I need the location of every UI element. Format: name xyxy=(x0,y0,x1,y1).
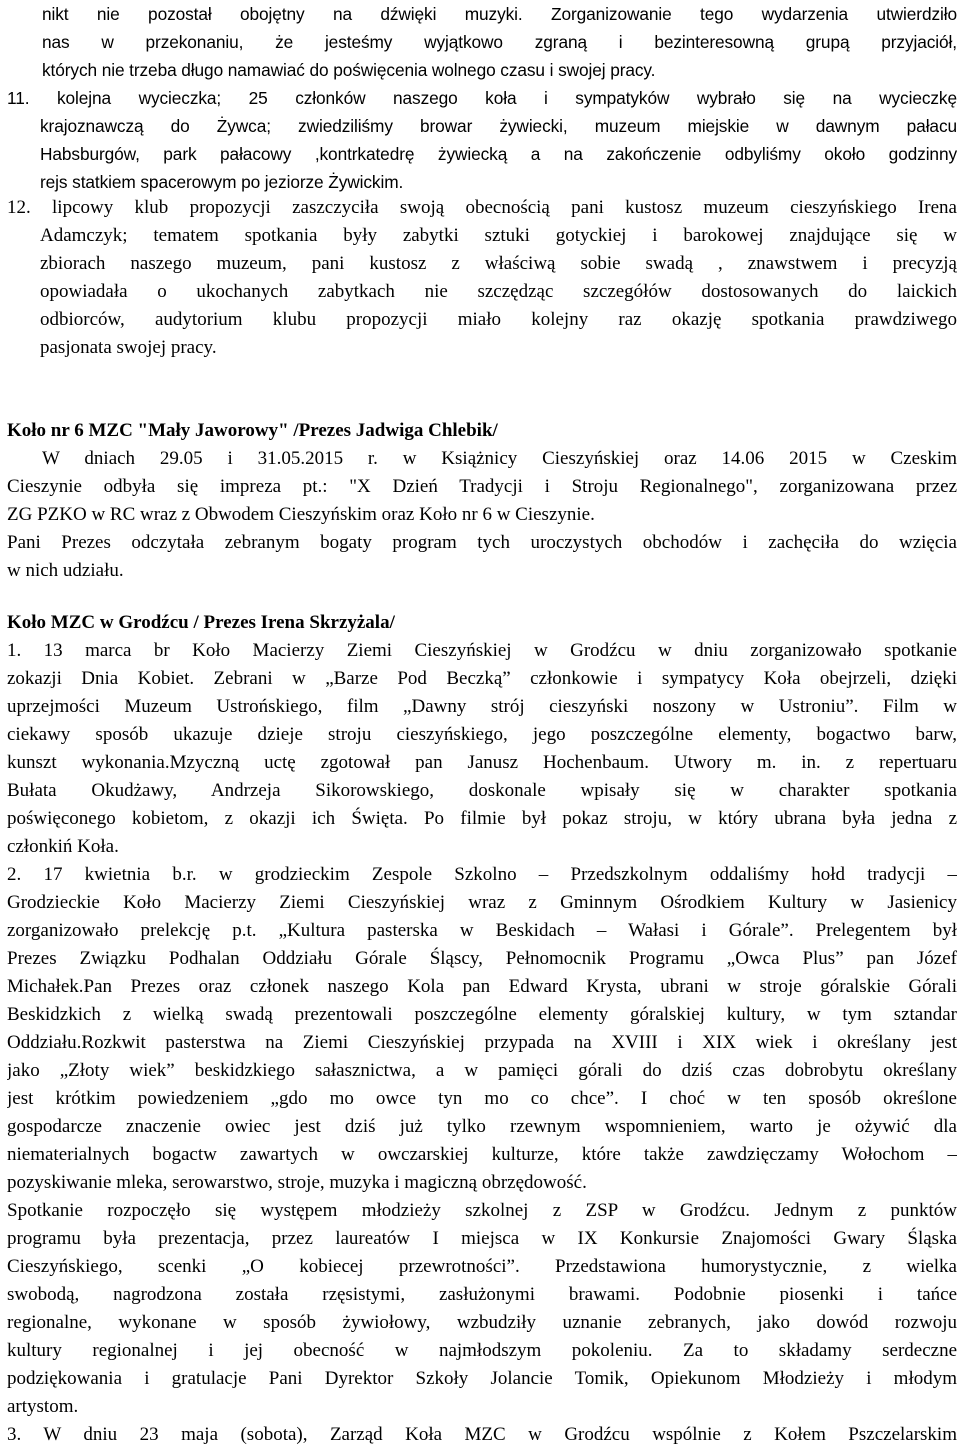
text-line: programu była prezentacja, przez laureatów I miejsca w IX Konkursie Znajomości Gwary Śląska xyxy=(7,1228,957,1249)
text-line: 3. W dniu 23 maja (sobota), Zarząd Koła MZC w Grodźcu wspólnie z Kołem Pszczelarskim xyxy=(7,1424,957,1445)
text-line: Adamczyk; tematem spotkania były zabytki sztuki gotyckiej i barokowej znajdujące się w xyxy=(40,225,957,246)
text-line: odbiorców, audytorium klubu propozycji miało kolejny raz okazję spotkania prawdziwego xyxy=(40,309,957,330)
section-heading: Koło MZC w Grodźcu / Prezes Irena Skrzyżala/ xyxy=(7,612,395,633)
text-line: Cieszynie odbyła się impreza pt.: "X Dzień Tradycji i Stroju Regionalnego", zorganizowana przez xyxy=(7,476,957,497)
text-line: ZG PZKO w RC wraz z Obwodem Cieszyńskim oraz Koło nr 6 w Cieszynie. xyxy=(7,504,595,525)
text-line: Cieszyńskiego, scenki „O kobiecej przewrotności”. Przedstawiona humorystycznie, z wielka xyxy=(7,1256,957,1277)
text-line: 11. kolejna wycieczka; 25 członków naszego koła i sympatyków wybrało się na wycieczkę xyxy=(7,88,957,108)
text-line: Beskidzkich z wielką swadą prezentowali poszczególne elementy góralskiej kultury, w tym sztandar xyxy=(7,1004,957,1025)
text-line: krajoznawczą do Żywca; zwiedziliśmy browar żywiecki, muzeum miejskie w dawnym pałacu xyxy=(40,116,957,136)
text-line: 2. 17 kwietnia b.r. w grodzieckim Zespole Szkolno – Przedszkolnym oddaliśmy hołd tradycji – xyxy=(7,864,957,885)
text-line: opowiadała o ukochanych zabytkach nie szczędząc szczegółów dostosowanych do laickich xyxy=(40,281,957,302)
text-line: Prezes Związku Podhalan Oddziału Górale Śląscy, Pełnomocnik Programu „Owca Plus” pan Józef xyxy=(7,948,957,969)
text-line: zokazji Dnia Kobiet. Zebrani w „Barze Pod Beczką” członkowie i sympatycy Koła obejrzeli, dzięki xyxy=(7,668,957,689)
text-line: Spotkanie rozpoczęło się występem młodzieży szkolnej z ZSP w Grodźcu. Jednym z punktów xyxy=(7,1200,957,1221)
text-line: nas w przekonaniu, że jesteśmy wyjątkowo zgraną i bezinteresowną grupą przyjaciół, xyxy=(42,32,957,52)
text-line: Grodzieckie Koło Macierzy Ziemi Cieszyńskiej wraz z Gminnym Ośrodkiem Kultury w Jasienicy xyxy=(7,892,957,913)
text-line: których nie trzeba długo namawiać do poświęcenia wolnego czasu i swojej pracy. xyxy=(42,60,656,80)
text-line: W dniach 29.05 i 31.05.2015 r. w Książnicy Cieszyńskiej oraz 14.06 2015 w Czeskim xyxy=(42,448,957,469)
text-line: jest krótkim powiedzeniem „gdo mo owce tyn mo co chce”. I choć w ten sposób określone xyxy=(7,1088,957,1109)
text-line: kunszt wykonania.Mzyczną uctę zgotował pan Janusz Hochenbaum. Utwory m. in. z repertuaru xyxy=(7,752,957,773)
text-line: artystom. xyxy=(7,1396,79,1417)
text-line: niematerialnych bogactw zawartych w owczarskiej kulturze, które także zawdzięczamy Wołochom – xyxy=(7,1144,957,1165)
text-line: 1. 13 marca br Koło Macierzy Ziemi Cieszyńskiej w Grodźcu w dniu zorganizowało spotkanie xyxy=(7,640,957,661)
text-line: pasjonata swojej pracy. xyxy=(40,337,217,358)
section-heading: Koło nr 6 MZC "Mały Jaworowy" /Prezes Jadwiga Chlebik/ xyxy=(7,420,498,441)
text-line: Oddziału.Rozkwit pasterstwa na Ziemi Cieszyńskiej przypada na XVIII i XIX wiek i określany jest xyxy=(7,1032,957,1053)
text-line: podziękowania i gratulacje Pani Dyrektor Szkoły Jolancie Tomik, Opiekunom Młodzieży i młodym xyxy=(7,1368,957,1389)
text-line: kultury regionalnej i jej obecność w najmłodszym pokoleniu. Za to składamy serdeczne xyxy=(7,1340,957,1361)
text-line: gospodarcze znaczenie owiec jest dziś już tylko rzewnym wspomnieniem, warto je ożywić dla xyxy=(7,1116,957,1137)
text-line: swobodą, nagrodzona została rzęsistymi, zasłużonymi brawami. Podobnie piosenki i tańce xyxy=(7,1284,957,1305)
text-line: rejs statkiem spacerowym po jeziorze Żywickim. xyxy=(40,172,404,192)
text-line: pozyskiwanie mleka, serowarstwo, stroje, muzyka i magiczną obrzędowość. xyxy=(7,1172,587,1193)
text-line: Pani Prezes odczytała zebranym bogaty program tych uroczystych obchodów i zachęciła do wzięcia xyxy=(7,532,957,553)
text-line: Michałek.Pan Prezes oraz członek naszego Kola pan Edward Krysta, ubrani w stroje góralskie Górali xyxy=(7,976,957,997)
text-line: nikt nie pozostał obojętny na dźwięki muzyki. Zorganizowanie tego wydarzenia utwierdziło xyxy=(42,4,957,24)
text-line: regionalne, wykonane w sposób żywiołowy, wzbudziły uznanie zebranych, jako dowód rozwoju xyxy=(7,1312,957,1333)
text-line: poświęconego kobietom, z okazji ich Święta. Po filmie był pokaz stroju, w który ubrana była jedna z xyxy=(7,808,957,829)
text-line: uprzejmości Muzeum Ustrońskiego, film „Dawny strój cieszyński noszony w Ustroniu”. Film w xyxy=(7,696,957,717)
text-line: 12. lipcowy klub propozycji zaszczyciła swoją obecnością pani kustosz muzeum cieszyńskiego Irena xyxy=(7,197,957,218)
text-line: jako „Złoty wiek” beskidzkiego sałasznictwa, a w pamięci górali do dziś czas dobrobytu określany xyxy=(7,1060,957,1081)
text-line: w nich udziału. xyxy=(7,560,124,581)
text-line: zorganizowało prelekcję p.t. „Kultura pasterska w Beskidach – Wałasi i Górale”. Prelegentem był xyxy=(7,920,957,941)
text-line: Habsburgów, park pałacowy ,kontrkatedrę żywiecką a na zakończenie odbyliśmy około godzinny xyxy=(40,144,957,164)
text-line: członkiń Koła. xyxy=(7,836,119,857)
text-line: zbiorach naszego muzeum, pani kustosz z właściwą sobie swadą , znawstwem i precyzją xyxy=(40,253,957,274)
text-line: Bułata Okudżawy, Andrzeja Sikorowskiego, doskonale wpisały się w charakter spotkania xyxy=(7,780,957,801)
text-line: ciekawy sposób ukazuje dzieje stroju cieszyńskiego, jego poszczególne elementy, bogactwo barw, xyxy=(7,724,957,745)
